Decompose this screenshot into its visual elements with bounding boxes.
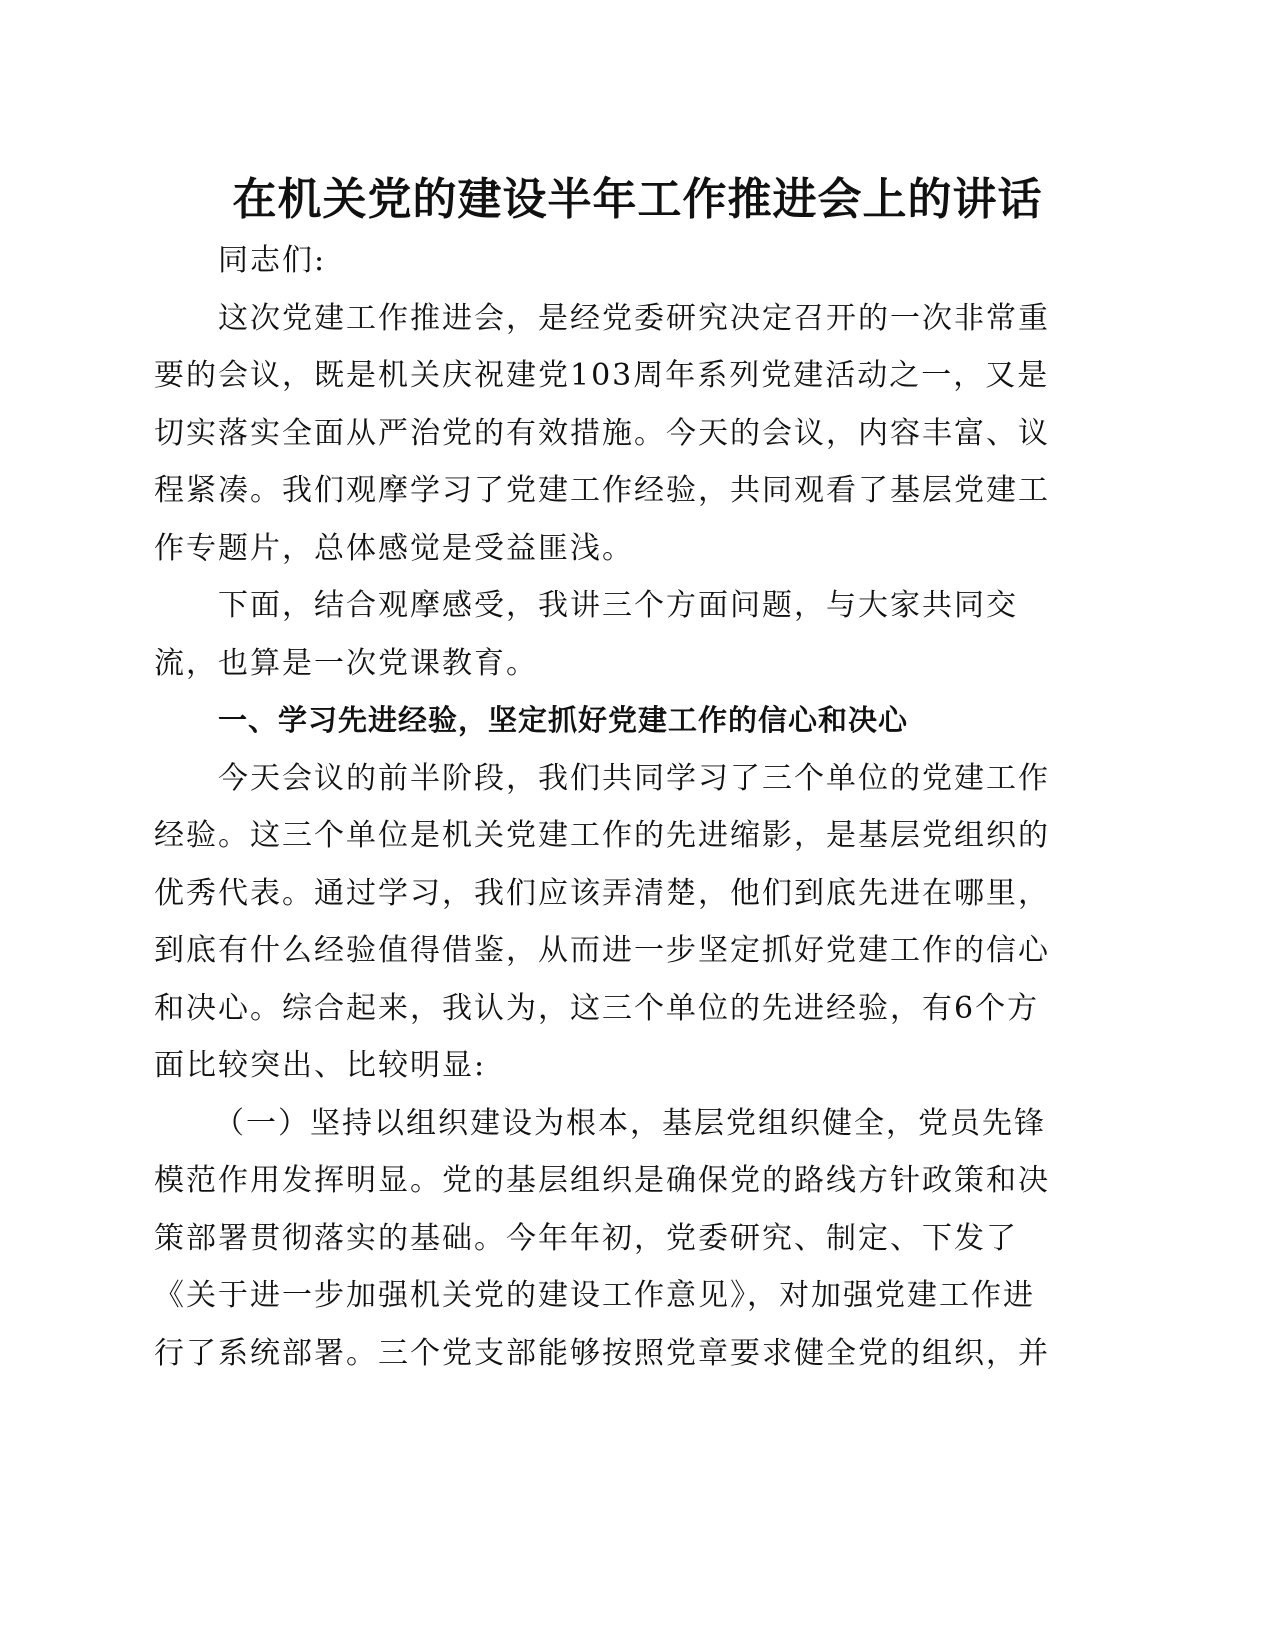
paragraph-line: 经验。这三个单位是机关党建工作的先进缩影，是基层党组织的 — [154, 818, 1050, 853]
paragraph-line: 切实落实全面从严治党的有效措施。今天的会议，内容丰富、议 — [154, 415, 1050, 451]
section-heading: 一、学习先进经验，坚定抓好党建工作的信心和决心 — [218, 703, 909, 737]
document-title: 在机关党的建设半年工作推进会上的讲话 — [232, 174, 1043, 225]
paragraph-line: 作专题片，总体感觉是受益匪浅。 — [154, 530, 634, 566]
paragraph-line: 面比较突出、比较明显: — [154, 1048, 487, 1083]
paragraph-line: 到底有什么经验值得借鉴，从而进一步坚定抓好党建工作的信心 — [154, 933, 1050, 968]
subsection-line: （一）坚持以组织建设为根本，基层党组织健全，党员先锋 — [214, 1105, 1046, 1141]
paragraph-line: 流，也算是一次党课教育。 — [154, 645, 538, 681]
salutation: 同志们: — [218, 243, 327, 278]
paragraph-line: 模范作用发挥明显。党的基层组织是确保党的路线方针政策和决 — [154, 1163, 1050, 1198]
paragraph-line: 程紧凑。我们观摩学习了党建工作经验，共同观看了基层党建工 — [154, 473, 1050, 508]
paragraph-line: 和决心。综合起来，我认为，这三个单位的先进经验，有6个方 — [154, 990, 1040, 1026]
paragraph-line: 《关于进一步加强机关党的建设工作意见》，对加强党建工作进 — [154, 1278, 1035, 1313]
paragraph-line: 策部署贯彻落实的基础。今年年初，党委研究、制定、下发了 — [154, 1220, 1018, 1256]
paragraph-line: 要的会议，既是机关庆祝建党103周年系列党建活动之一，又是 — [154, 358, 1050, 393]
paragraph-line: 下面，结合观摩感受，我讲三个方面问题，与大家共同交 — [218, 588, 1018, 623]
paragraph-line: 优秀代表。通过学习，我们应该弄清楚，他们到底先进在哪里， — [154, 875, 1050, 911]
paragraph-line: 行了系统部署。三个党支部能够按照党章要求健全党的组织，并 — [154, 1335, 1050, 1371]
paragraph-line: 这次党建工作推进会，是经党委研究决定召开的一次非常重 — [218, 300, 1050, 336]
document-body — [154, 232, 1089, 1382]
paragraph-line: 今天会议的前半阶段，我们共同学习了三个单位的党建工作 — [218, 760, 1050, 796]
